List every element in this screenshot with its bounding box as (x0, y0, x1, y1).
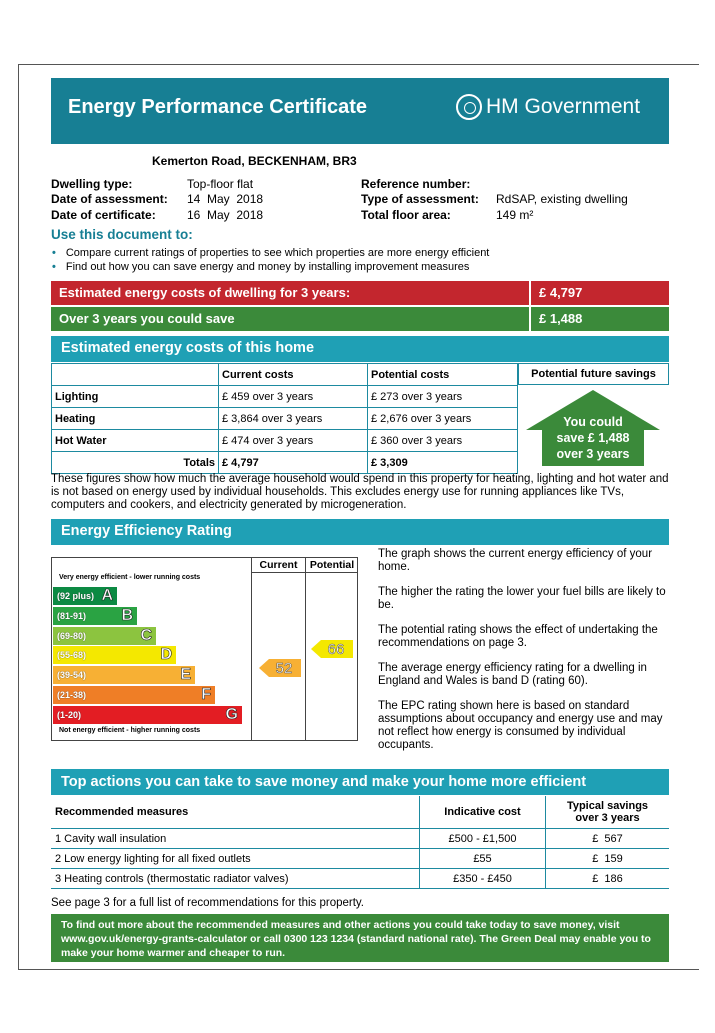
floor-area-label: Total floor area: (361, 208, 451, 222)
rating-paragraph: The higher the rating the lower your fuel bills are likely to be. (378, 586, 666, 611)
rating-marker-value: 52 (275, 660, 293, 677)
floor-area-value: 149 m² (496, 208, 534, 222)
rating-paragraph: The EPC rating shown here is based on standard assumptions about occupancy and energy use and may not reflect how energy is consumed by individual occupants. (378, 700, 663, 751)
rating-marker-value: 66 (327, 641, 345, 658)
rating-col-current: Current (259, 559, 298, 571)
rating-band-range: (21-38) (57, 690, 87, 700)
estimated-cost-value: £ 4,797 (531, 281, 669, 305)
action-measure: 3 Heating controls (thermostatic radiator valves) (51, 869, 420, 889)
action-cost: £350 - £450 (420, 869, 546, 889)
rating-band-a (53, 587, 117, 605)
rating-section-title: Energy Efficiency Rating (51, 519, 669, 545)
rating-marker-arrow (259, 659, 301, 677)
hm-government-logo (456, 94, 640, 120)
green-deal-note: To find out more about the recommended measures and other actions you could take today to save money, visit www.gov.uk/energy-grants-calculator or call 0300 123 1234 (standard national rate). The Green Deal may enable you to make your home warmer and cheaper to run. (51, 914, 669, 962)
cost-row-current: £ 459 over 3 years (219, 386, 368, 408)
rating-paragraph: The average energy efficiency rating for a dwelling in England and Wales is band D (rating 60). (378, 662, 647, 687)
rating-band-letter: E (180, 666, 191, 684)
action-measure: 1 Cavity wall insulation (51, 829, 420, 849)
action-saving: £ 159 (546, 849, 670, 869)
rating-band-g (53, 706, 242, 724)
assessment-type-value: RdSAP, existing dwelling (496, 192, 628, 206)
rating-band-f (53, 686, 215, 704)
assessment-type-label: Type of assessment: (361, 192, 479, 206)
cost-row-current: £ 3,864 over 3 years (219, 408, 368, 430)
rating-band-range: (55-68) (57, 650, 87, 661)
actions-header-savings: Typical savings over 3 years (546, 796, 670, 829)
potential-rating-marker (311, 640, 353, 663)
actions-header-cost: Indicative cost (420, 796, 546, 829)
action-cost: £55 (420, 849, 546, 869)
total-current: £ 4,797 (219, 452, 368, 474)
estimated-cost-bar: Estimated energy costs of dwelling for 3 years: (51, 281, 529, 305)
cost-row-potential: £ 273 over 3 years (368, 386, 518, 408)
assessment-date-label: Date of assessment: (51, 192, 168, 206)
rating-bottom-note: Not energy efficient - higher running costs (59, 727, 201, 734)
rating-band-e (53, 666, 195, 684)
rating-band-range: (81-91) (57, 610, 87, 621)
action-saving: £ 567 (546, 829, 670, 849)
rating-band-range: (1-20) (57, 709, 82, 720)
costs-header-potential: Potential costs (368, 364, 518, 386)
rating-divider (305, 557, 306, 741)
costs-section-title: Estimated energy costs of this home (51, 336, 669, 362)
rating-band-range: (69-80) (57, 630, 87, 641)
table-row (52, 408, 518, 430)
table-row (52, 386, 518, 408)
totals-label: Totals (52, 452, 219, 474)
cost-row-potential: £ 2,676 over 3 years (368, 408, 518, 430)
rating-explanation (378, 548, 670, 752)
property-address: Kemerton Road, BECKENHAM, BR3 (152, 154, 357, 168)
dwelling-type-value: Top-floor flat (187, 177, 254, 191)
rating-divider (251, 557, 252, 741)
certificate-date-label: Date of certificate: (51, 208, 156, 222)
rating-paragraph: The potential rating shows the effect of undertaking the recommendations on page 3. (378, 624, 658, 649)
costs-header-current: Current costs (219, 364, 368, 386)
costs-footnote: These figures show how much the average household would spend in this property for heating, lighting and hot water and is not based on energy used by individual households. This excludes energy use for running appliances like TVs, computers and cookers, and electricity generated by microgeneration. (51, 473, 669, 511)
reference-label: Reference number: (361, 177, 471, 191)
rating-col-potential: Potential (309, 559, 355, 571)
cost-row-name: Lighting (52, 386, 219, 408)
use-bullet: • Compare current ratings of properties to see which properties are more energy efficient (52, 247, 489, 259)
table-row (51, 869, 669, 889)
rating-band-c (53, 627, 156, 645)
cost-row-name: Hot Water (52, 430, 219, 452)
rating-top-note: Very energy efficient - lower running costs (59, 574, 201, 581)
costs-table (51, 363, 518, 474)
rating-band-b (53, 607, 137, 625)
actions-header-measures: Recommended measures (51, 796, 420, 829)
page-title: Energy Performance Certificate (68, 96, 368, 118)
rating-header-line (251, 572, 358, 573)
actions-header-row (51, 796, 669, 829)
certificate-date-value: 16 May 2018 (187, 208, 264, 222)
rating-band-letter: C (140, 626, 152, 644)
rating-band-range: (39-54) (57, 670, 87, 681)
government-name: HM Government (486, 95, 641, 118)
see-page-note: See page 3 for a full list of recommendations for this property. (51, 897, 364, 909)
rating-band-letter: B (121, 606, 133, 624)
cost-row-current: £ 474 over 3 years (219, 430, 368, 452)
use-bullet: • Find out how you can save energy and money by installing improvement measures (52, 261, 469, 273)
costs-header-blank (52, 364, 219, 386)
action-cost: £500 - £1,500 (420, 829, 546, 849)
table-row (51, 849, 669, 869)
savings-arrow-line: over 3 years (556, 447, 630, 461)
action-saving: £ 186 (546, 869, 670, 889)
actions-table (51, 796, 669, 889)
royal-crest-icon (456, 94, 482, 120)
cost-row-potential: £ 360 over 3 years (368, 430, 518, 452)
rating-paragraph: The graph shows the current energy efficiency of your home. (378, 548, 653, 573)
current-rating-marker (259, 659, 301, 682)
use-document-title: Use this document to: (51, 227, 193, 242)
savings-arrow-line: save £ 1,488 (556, 431, 630, 445)
total-potential: £ 3,309 (368, 452, 518, 474)
action-measure: 2 Low energy lighting for all fixed outlets (51, 849, 420, 869)
could-save-bar: Over 3 years you could save (51, 307, 529, 331)
dwelling-type-label: Dwelling type: (51, 177, 133, 191)
totals-row (52, 452, 518, 474)
table-row (52, 430, 518, 452)
rating-band-range: (92 plus) (57, 591, 95, 601)
costs-header-savings: Potential future savings (518, 363, 669, 385)
rating-band-d (53, 646, 176, 664)
rating-band-letter: G (225, 705, 238, 723)
rating-band-letter: D (160, 646, 172, 664)
could-save-value: £ 1,488 (531, 307, 669, 331)
table-row (51, 829, 669, 849)
savings-arrow-text (542, 414, 644, 462)
rating-band-letter: A (101, 587, 113, 604)
savings-arrow-line: You could (563, 415, 623, 429)
rating-band-letter: F (201, 686, 211, 703)
assessment-date-value: 14 May 2018 (187, 192, 264, 206)
cost-row-name: Heating (52, 408, 219, 430)
costs-table-header (52, 364, 518, 386)
rating-marker-arrow (311, 640, 353, 658)
actions-section-title: Top actions you can take to save money and make your home more efficient (51, 769, 669, 795)
